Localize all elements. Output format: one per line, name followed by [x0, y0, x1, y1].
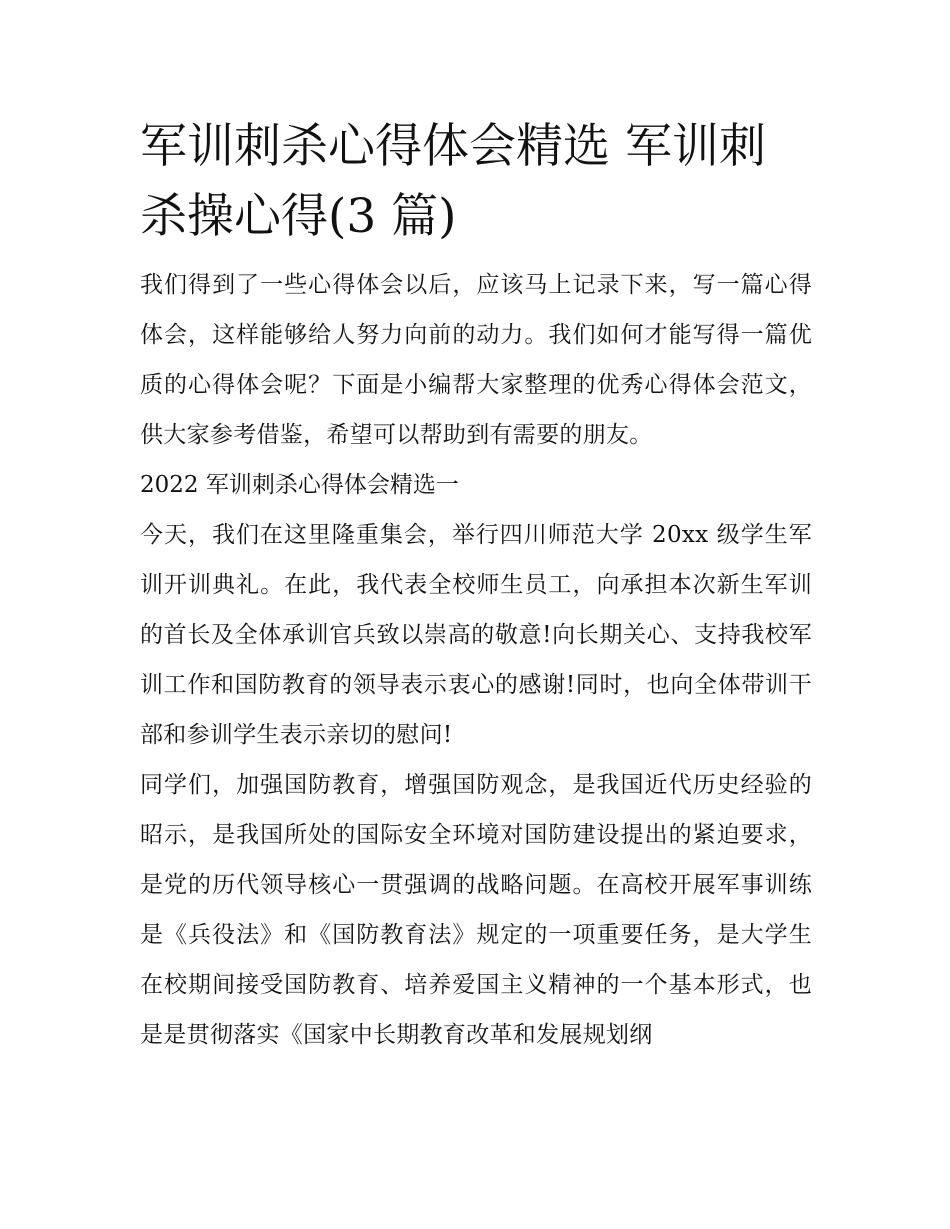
title-line-1: 军训刺杀心得体会精选 军训刺 [140, 119, 766, 174]
document-content [140, 112, 812, 1060]
body-paragraph-2: 同学们，加强国防教育，增强国防观念，是我国近代历史经验的昭示，是我国所处的国际安全环境对国防建设提出的紧迫要求，是党的历代领导核心一贯强调的战略问题。在高校开展军事训练是《兵役法》和《国防教育法》规定的一项重要任务，是大学生在校期间接受国防教育、培养爱国主义精神的一个基本形式，也是是贯彻落实《国家中长期教育改革和发展规划纲 [140, 772, 812, 1048]
title-line-2: 杀操心得(3 篇) [140, 189, 457, 244]
intro-paragraph: 我们得到了一些心得体会以后，应该马上记录下来，写一篇心得体会，这样能够给人努力向前的动力。我们如何才能写得一篇优质的心得体会呢？下面是小编帮大家整理的优秀心得体会范文，供大家参考借鉴，希望可以帮助到有需要的朋友。 [140, 272, 812, 448]
document-title [140, 112, 812, 252]
section-heading: 2022 军训刺杀心得体会精选一 [140, 472, 459, 498]
body-paragraph-1: 今天，我们在这里隆重集会，举行四川师范大学 20xx 级学生军训开训典礼。在此，我代表全校师生员工，向承担本次新生军训的首长及全体承训官兵致以崇高的敬意!向长期关心、支持我校军训工作和国防教育的领导表示衷心的感谢!同时，也向全体带训干部和参训学生表示亲切的慰问! [140, 522, 812, 748]
